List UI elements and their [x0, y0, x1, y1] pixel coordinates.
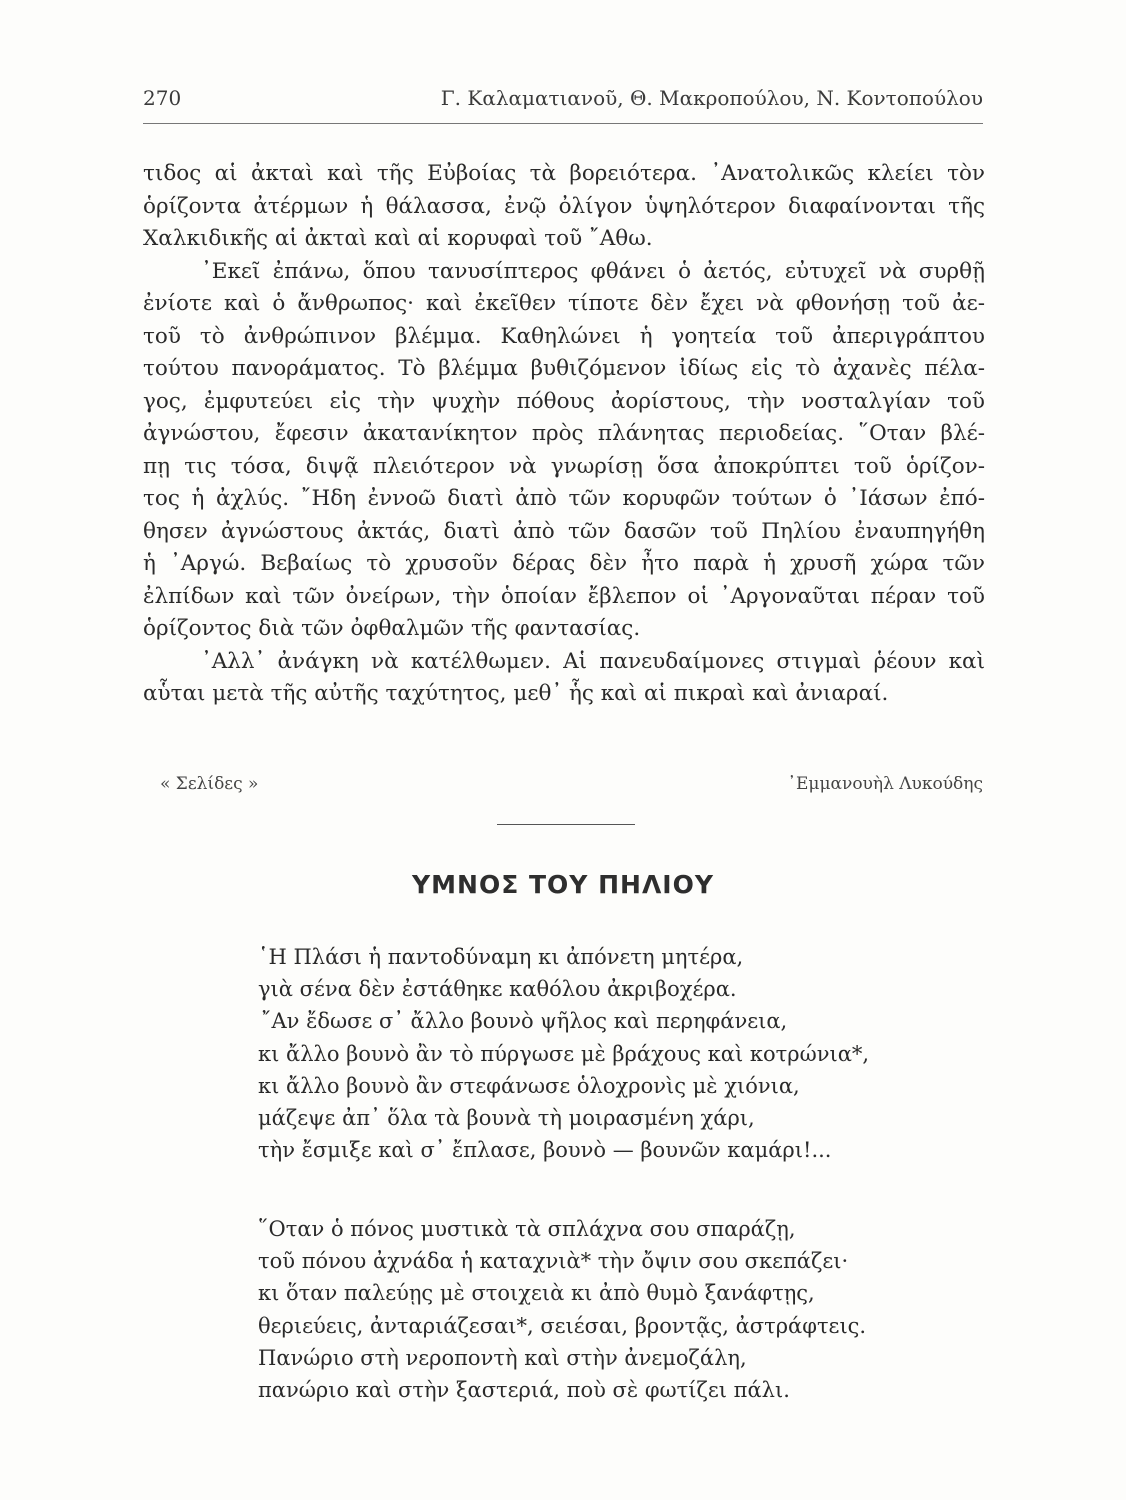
poem-stanza-2	[258, 1213, 866, 1406]
poem-line: θεριεύεις, ἀνταριάζεσαι*, σειέσαι, βροντᾷς, ἀστράφτεις.	[258, 1313, 867, 1338]
poem-line: κι ἄλλο βουνὸ ἂν στεφάνωσε ὁλοχρονὶς μὲ χιόνια,	[258, 1073, 800, 1098]
poem-line: κι ὅταν παλεύῃς μὲ στοιχειὰ κι ἀπὸ θυμὸ ξανάφτῃς,	[258, 1281, 815, 1306]
prose-line: τοῦ τὸ ἀνθρώπινον βλέμμα. Καθηλώνει ἡ γοητεία τοῦ ἀπεριγράπτου	[143, 323, 985, 349]
prose-line: γος, ἐμφυτεύει εἰς τὴν ψυχὴν πόθους ἀορίστους, τὴν νοσταλγίαν τοῦ	[143, 388, 985, 414]
poem-line: κι ἄλλο βουνὸ ἂν τὸ πύργωσε μὲ βράχους καὶ κοτρώνια*,	[258, 1041, 870, 1066]
poem-line: ῾Η Πλάσι ἡ παντοδύναμη κι ἀπόνετη μητέρα,	[258, 945, 744, 969]
poem-line: ῞Οταν ὁ πόνος μυστικὰ τὰ σπλάχνα σου σπαράζῃ,	[258, 1217, 796, 1241]
prose-line: ᾿Αλλ᾿ ἀνάγκη νὰ κατέλθωμεν. Αἱ πανευδαίμονες στιγμαὶ ῥέουν καὶ	[201, 648, 985, 674]
prose-line: τιδος αἱ ἀκταὶ καὶ τῆς Εὐβοίας τὰ βορειότερα. ᾿Ανατολικῶς κλείει τὸν	[143, 161, 985, 186]
prose-line: αὗται μετὰ τῆς αὐτῆς ταχύτητος, μεθ᾿ ἧς καὶ αἱ πικραὶ καὶ ἀνιαραί.	[143, 681, 889, 706]
prose-line: πῃ τις τόσα, διψᾷ πλειότερον νὰ γνωρίσῃ ὅσα ἀποκρύπτει τοῦ ὁρίζον-	[143, 453, 985, 479]
author-signature: ᾿Εμμανουὴλ Λυκούδης	[787, 774, 983, 794]
prose-body	[143, 158, 985, 711]
prose-line: ἐνίοτε καὶ ὁ ἄνθρωπος· καὶ ἐκεῖθεν τίποτε δὲν ἔχει νὰ φθονήσῃ τοῦ ἀε-	[143, 291, 985, 316]
poem-line: Πανώριο στὴ νεροποντὴ καὶ στὴν ἀνεμοζάλη,	[258, 1345, 747, 1370]
poem-line: πανώριο καὶ στὴν ξαστεριά, ποὺ σὲ φωτίζει πάλι.	[258, 1377, 790, 1402]
poem-line: τὴν ἔσμιξε καὶ σ᾿ ἔπλασε, βουνὸ — βουνῶν καμάρι!...	[258, 1138, 832, 1163]
header-rule	[143, 123, 983, 124]
prose-line: τούτου πανοράματος. Τὸ βλέμμα βυθιζόμενον ἰδίως εἰς τὸ ἀχανὲς πέλα-	[143, 356, 985, 381]
poem-line: γιὰ σένα δὲν ἐστάθηκε καθόλου ἀκριβοχέρα.	[258, 977, 737, 1002]
poem-stanza-1	[258, 941, 869, 1166]
source-citation: « Σελίδες »	[160, 774, 259, 794]
running-title: Γ. Καλαματιανοῦ, Θ. Μακροπούλου, Ν. Κοντοπούλου	[440, 86, 983, 110]
prose-line: τος ἡ ἀχλύς. ῎Ηδη ἐννοῶ διατὶ ἀπὸ τῶν κορυφῶν τούτων ὁ ᾿Ιάσων ἐπό-	[143, 486, 985, 511]
prose-line: θησεν ἀγνώστους ἀκτάς, διατὶ ἀπὸ τῶν δασῶν τοῦ Πηλίου ἐναυπηγήθη	[143, 518, 985, 544]
section-divider	[497, 824, 635, 825]
poem-title: ΥΜΝΟΣ ΤΟΥ ΠΗΛΙΟΥ	[412, 870, 714, 899]
prose-line: ᾿Εκεῖ ἐπάνω, ὅπου τανυσίπτερος φθάνει ὁ ἀετός, εὐτυχεῖ νὰ συρθῇ	[201, 258, 985, 284]
poem-line: τοῦ πόνου ἀχνάδα ἡ καταχνιὰ* τὴν ὄψιν σου σκεπάζει·	[258, 1249, 849, 1274]
poem-line: ῎Αν ἔδωσε σ᾿ ἄλλο βουνὸ ψῆλος καὶ περηφάνεια,	[261, 1009, 788, 1034]
page-number: 270	[143, 86, 182, 110]
prose-line: ὁρίζοντα ἀτέρμων ἡ θάλασσα, ἐνῷ ὀλίγον ὑψηλότερον διαφαίνονται τῆς	[143, 193, 985, 219]
poem-line: μάζεψε ἀπ᾿ ὅλα τὰ βουνὰ τὴ μοιρασμένη χάρι,	[258, 1105, 755, 1130]
prose-line: ὁρίζοντος διὰ τῶν ὀφθαλμῶν τῆς φαντασίας.	[143, 616, 641, 641]
prose-line: Χαλκιδικῆς αἱ ἀκταὶ καὶ αἱ κορυφαὶ τοῦ ῎Αθω.	[143, 226, 653, 251]
prose-line: ἀγνώστου, ἔφεσιν ἀκατανίκητον πρὸς πλάνητας περιοδείας. ῞Οταν βλέ-	[143, 421, 985, 446]
prose-line: ἐλπίδων καὶ τῶν ὀνείρων, τὴν ὁποίαν ἔβλεπον οἱ ᾿Αργοναῦται πέραν τοῦ	[143, 583, 985, 609]
prose-line: ἡ ᾿Αργώ. Βεβαίως τὸ χρυσοῦν δέρας δὲν ἦτο παρὰ ἡ χρυσῆ χώρα τῶν	[143, 551, 985, 576]
